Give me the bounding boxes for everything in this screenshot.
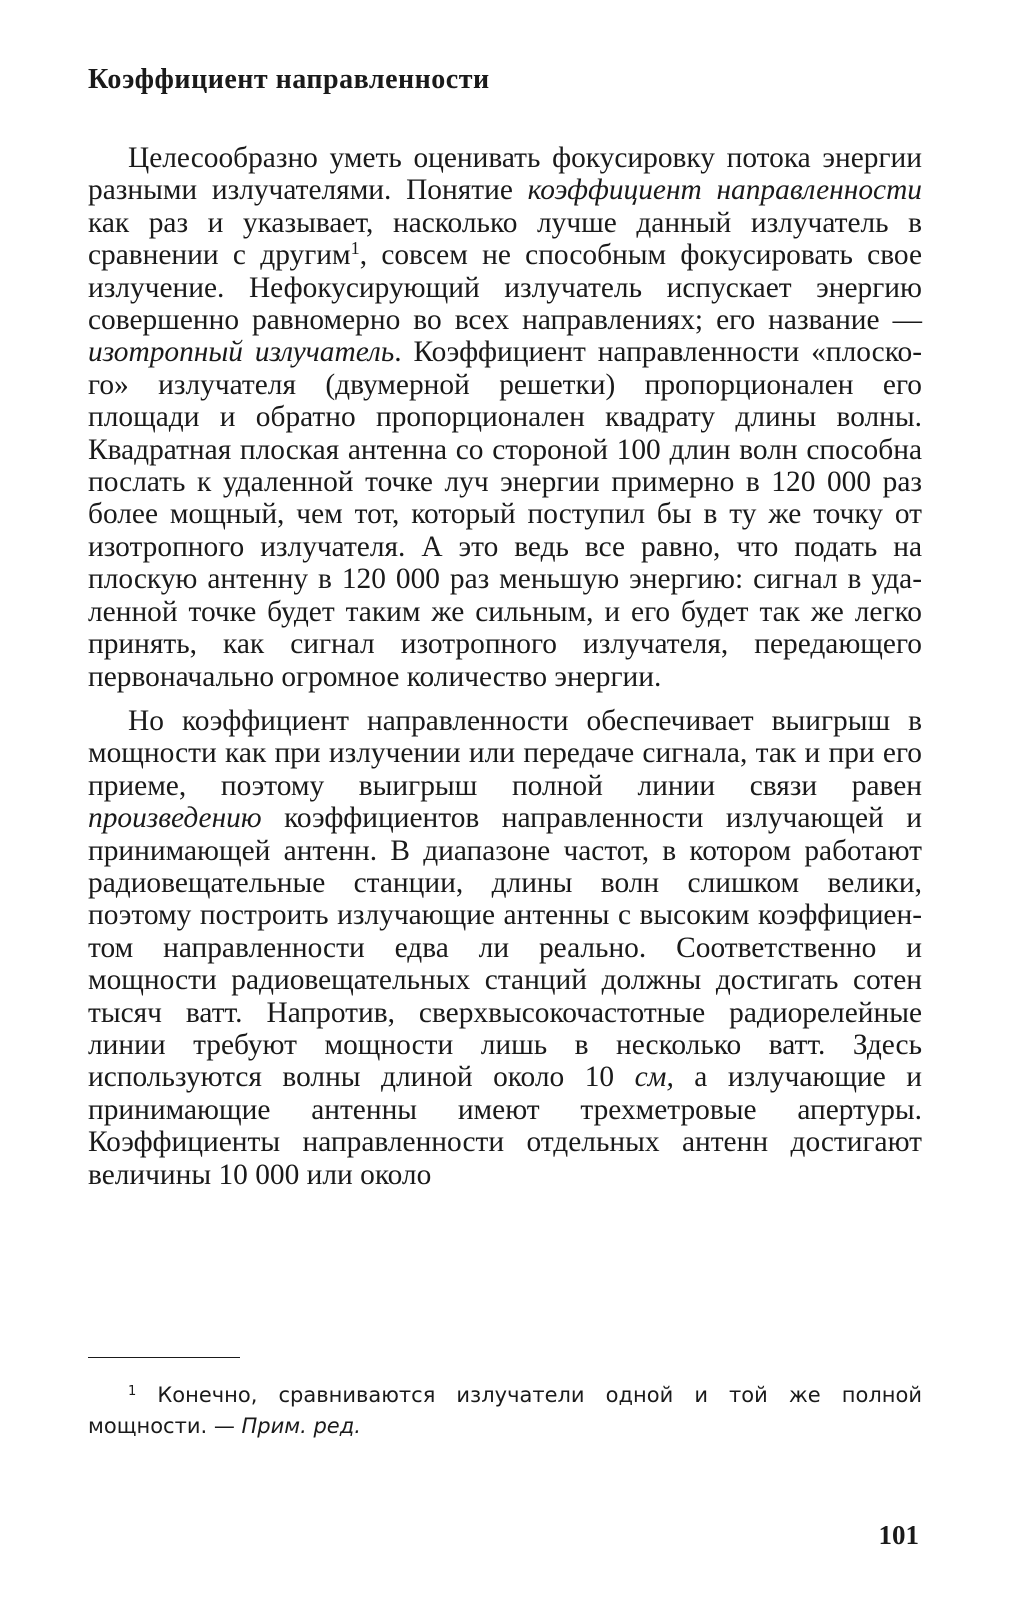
page-number: 101 <box>878 1520 919 1550</box>
page-content <box>88 62 922 1191</box>
paragraph-1 <box>88 142 922 693</box>
paragraph-1-text-4: . Коэффициент направленности «плоского» излучателя (двумерной решетки) пропорционален его площади и обратно пропорционален квадрату длины волны. Квадратная плоская антенна со стороной 100 длин волн способна послать к удаленной точке луч энергии примерно в 120 000 раз более мощный, чем тот, который поступил бы в ту же точку от изотропного излучателя. А это ведь все равно, что подать на плоскую антенну в 120 000 раз меньшую энергию: сигнал в удаленной точке будет таким же сильным, и его будет так же легко принять, как сигнал изотропного излучателя, передающего первоначально огромное количество энергии. <box>88 336 922 693</box>
paragraph-2-text-2: коэффициентов направленности излучающей и принимающей антенн. В диапазоне частот, в котором работают радиовещательные станции, длины волн слишком велики, поэтому построить излучающие антенны с высоким коэффициентом направленности едва ли реально. Соответственно и мощности радиовещательных станций должны достигать сотен тысяч ватт. Напротив, сверхвысокочастотные радиорелейные линии требуют мощности лишь в несколько ватт. Здесь используются волны длиной около 10 <box>88 802 922 1094</box>
footnote-divider <box>88 1357 240 1358</box>
footnote-marker: 1 <box>128 1383 137 1399</box>
unit-cm: см, <box>634 1061 674 1094</box>
term-directivity: коэффициент направленности <box>527 174 922 207</box>
footnote-editor-note: Прим. ред. <box>241 1414 361 1438</box>
footnote-reference: 1 <box>350 238 360 259</box>
term-isotropic-radiator: изотропный излучатель <box>88 336 395 369</box>
paragraph-1-text-2: как раз и указывает, насколько лучше данный излучатель в сравнении с другим <box>88 206 922 272</box>
section-heading: Коэффициент направленности <box>88 64 490 95</box>
paragraph-2-text-1: Но коэффициент направленности обеспечивает выигрыш в мощности как при излучении или передаче сигнала, так и при его приеме, поэтому выигрыш полной линии связи равен <box>88 704 922 802</box>
term-product: произведению <box>88 802 262 835</box>
paragraph-1-text-3: , совсем не способным фокусировать свое излучение. Нефокусирующий излучатель испускает энергию совершенно равномерно во всех направлениях; его название — <box>88 239 922 337</box>
paragraph-2-text-3: а излучающие и принимающие антенны имеют трехметровые апертуры. Коэффициенты направленности отдельных антенн достигают величины 10 000 или около <box>88 1061 922 1191</box>
footnote <box>88 1380 922 1442</box>
paragraph-1-text-1: Целесообразно уметь оценивать фокусировку потока энергии разными излучателями. Понятие <box>88 142 922 207</box>
footnote-text: Конечно, сравниваются излучатели одной и той же полной мощности. — <box>88 1383 922 1438</box>
paragraph-2 <box>88 705 922 1191</box>
